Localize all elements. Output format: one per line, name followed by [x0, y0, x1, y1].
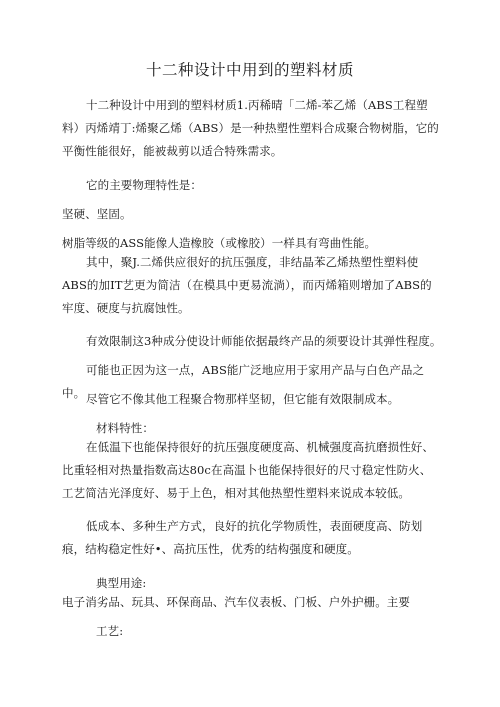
paragraph-cost: 尽管它不像其他工程聚合物那样坚韧，但它能有效限制成本。 [86, 392, 400, 406]
paragraph-resin-grade: 树脂等级的ASS能像人造橡胶（或橡胶）一样具有弯曲性能。 [62, 236, 377, 250]
paragraph-hard-firm: 坚硬、坚固。 [62, 207, 132, 221]
paragraph-physical-properties-heading: 它的主要物理特性是： [86, 178, 202, 192]
paragraph-components: 其中，聚J.二烯供应很好的抗压强度，非结晶苯乙烯热塑性塑料使ABS的加IT艺更为简洁（在模具中更易流淌），而丙烯箱则增加了ABS的牢度、硬度与抗腐蚀性。 [62, 255, 432, 315]
paragraph-intro: 十二种设计中用到的塑料材质1.丙稀晴「二烯-苯乙烯（ABS工程塑料）丙烯靖丁:烯聚乙烯（ABS）是一种热塑性塑料合成聚合物树脂，它的平衡性能很好，能被裁剪以适合特殊需求。 [62, 98, 439, 158]
page-title: 十二种设计中用到的塑料材质 [145, 61, 354, 79]
paragraph-typical-uses-heading: 典型用途: [96, 576, 147, 590]
paragraph-material-properties: 在低温下也能保持很好的抗压强度硬度高、机械强度高抗磨损性好、比重轻相对热量指数高达80c在高温卜也能保持很好的尺寸稳定性防火、工艺简洁光泽度好、易于上色，相对其他热塑性塑料来说成本较低。 [62, 440, 434, 500]
paragraph-typical-uses: 电子消劣品、玩具、环保商品、汽车仪表板、门板、户外护栅。主要 [62, 595, 410, 609]
paragraph-control-components: 有效限制这3种成分使设计师能依据最终产品的须要设计其弹性程度。 [86, 334, 442, 348]
paragraph-applications: 可能也正因为这一点，ABS能广泛地应用于家用产品与白色产品之中。 [62, 363, 425, 400]
paragraph-advantages: 低成本、多种生产方式，良好的抗化学物质性，表面硬度高、防划痕，结构稳定性好•、高抗压性，优秀的结构强度和硬度。 [62, 519, 423, 556]
paragraph-process-heading: 工艺: [96, 624, 124, 638]
paragraph-material-properties-heading: 材料特性： [96, 421, 154, 435]
